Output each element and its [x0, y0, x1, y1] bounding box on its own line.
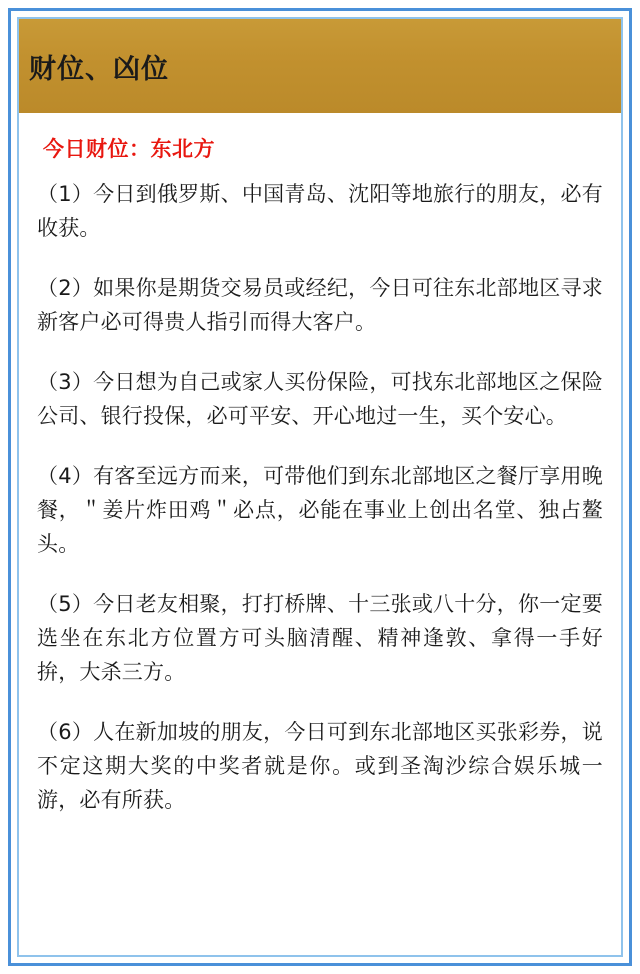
outer-border: [8, 8, 632, 966]
paragraph-5: （5）今日老友相聚，打打桥牌、十三张或八十分，你一定要选坐在东北方位置方可头脑清醒、精神逢敦、拿得一手好拚，大杀三方。: [37, 592, 603, 685]
lucky-direction-text: 今日财位：东北方: [43, 137, 215, 161]
paragraph-2: （2）如果你是期货交易员或经纪，今日可往东北部地区寻求新客户必可得贵人指引而得大客户。: [37, 276, 603, 335]
paragraph-4: （4）有客至远方而来，可带他们到东北部地区之餐厅享用晚餐，＂姜片炸田鸡＂必点，必能在事业上创出名堂、独占鳌头。: [37, 464, 603, 557]
paragraph-3: （3）今日想为自己或家人买份保险，可找东北部地区之保险公司、银行投保，必可平安、开心地过一生，买个安心。: [37, 370, 603, 429]
content-area: [19, 113, 621, 817]
inner-border: [17, 17, 623, 957]
paragraph-1: （1）今日到俄罗斯、中国青岛、沈阳等地旅行的朋友，必有收获。: [37, 182, 603, 241]
title-bar: [19, 19, 621, 113]
paragraph-6: （6）人在新加坡的朋友，今日可到东北部地区买张彩券，说不定这期大奖的中奖者就是你。或到圣淘沙综合娱乐城一游，必有所获。: [37, 720, 603, 813]
page-title: 财位、凶位: [29, 53, 169, 85]
